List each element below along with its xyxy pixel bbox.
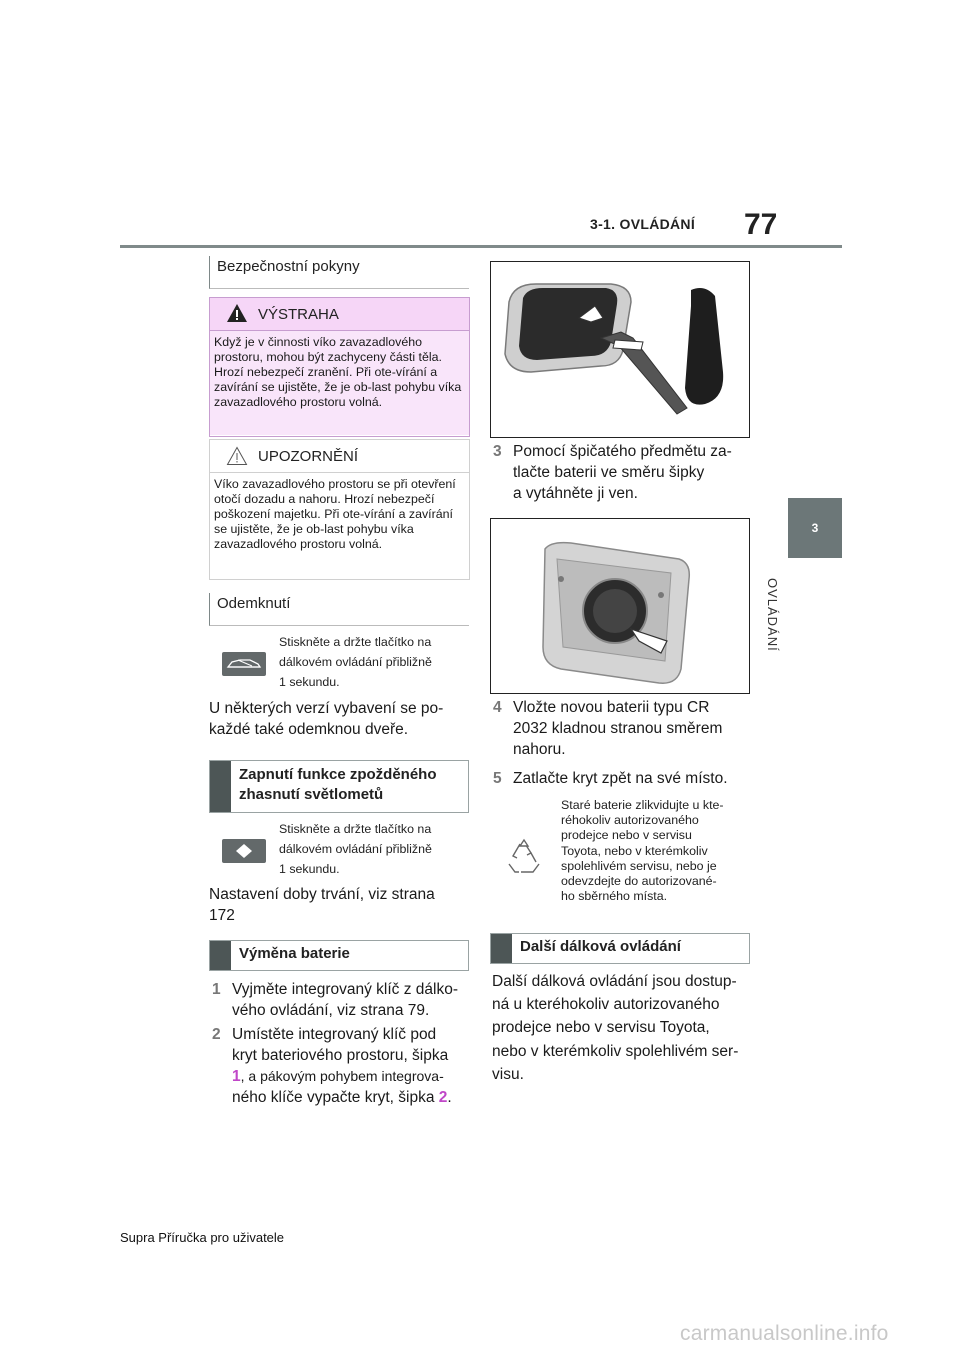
step-number: 4 — [493, 699, 502, 716]
step-3 — [493, 441, 755, 504]
recycle-note-line: odevzdejte do autorizované- — [561, 874, 717, 889]
arrow-ref-2: 2 — [438, 1089, 448, 1106]
battery-heading-text: Výměna baterie — [239, 945, 350, 962]
step-line-part: , a pákovým pohybem integrova- — [240, 1068, 444, 1084]
battery-heading — [209, 940, 469, 971]
unlock-instruction-line: dálkovém ovládání přibližně — [279, 655, 432, 669]
chapter-label-text: OVLÁDÁNÍ — [765, 578, 780, 652]
notice-triangle-icon — [226, 446, 248, 466]
lights-heading-text — [231, 761, 445, 812]
section-title: 3-1. OVLÁDÁNÍ — [590, 216, 696, 232]
recycle-note-line: spolehlivém servisu, nebo je — [561, 858, 717, 873]
step-line: Zatlačte kryt zpět na své místo. — [513, 770, 728, 787]
recycle-note-line: prodejce nebo v servisu — [561, 828, 692, 843]
arrow-ref-1: 1 — [232, 1068, 241, 1085]
step-line — [232, 1066, 452, 1087]
remote-heading — [490, 933, 750, 964]
lights-note-line: Nastavení doby trvání, viz strana — [209, 886, 435, 903]
footer-title: Supra Příručka pro uživatele — [120, 1230, 285, 1245]
step-1 — [212, 979, 474, 1021]
notice-title: UPOZORNĚNÍ — [258, 448, 359, 465]
page-number: 77 — [744, 208, 778, 241]
step-2 — [212, 1024, 474, 1108]
unlock-instruction-line: Stiskněte a držte tlačítko na — [279, 635, 432, 649]
remote-text-line: Další dálková ovládání jsou dostup- — [492, 973, 737, 990]
heading-bar — [210, 941, 231, 970]
step-line: Vložte novou baterii typu CR — [513, 699, 710, 716]
warning-triangle-icon — [226, 303, 248, 323]
lights-note — [209, 884, 435, 926]
remote-text-line: visu. — [492, 1065, 524, 1083]
recycle-icon — [505, 838, 543, 876]
lights-instruction-line: Stiskněte a držte tlačítko na — [279, 822, 432, 836]
safety-heading — [209, 256, 469, 289]
recycle-note — [561, 798, 724, 904]
step-text — [513, 441, 732, 504]
recycle-note-line: ho sběrného místa. — [561, 889, 668, 904]
heading-bar — [210, 761, 231, 812]
warning-body: Když je v činnosti víko zavazadlového prostoru, mohou být zachyceny části těla. Hrozí nebezpečí zranění. Při ote-vírání a zavírání se ujistěte, že je ob-last pohybu víka zavazadlového prostoru volná. — [210, 331, 469, 435]
unlock-note-line: každé také odemknou dveře. — [209, 721, 409, 738]
unlock-instruction-line: 1 sekundu. — [279, 675, 340, 689]
warning-title: VÝSTRAHA — [258, 306, 339, 323]
remote-text-line: prodejce nebo v servisu Toyota, — [492, 1019, 710, 1037]
lights-heading-line: Zapnutí funkce zpožděného — [239, 766, 437, 783]
lights-note-line: 172 — [209, 907, 235, 924]
recycle-note-line: réhokoliv autorizovaného — [561, 813, 699, 828]
step-line: tlačte baterii ve směru šipky — [513, 464, 705, 481]
chapter-tab — [788, 498, 842, 558]
step-text — [513, 697, 722, 760]
lights-instruction-line: 1 sekundu. — [279, 862, 340, 876]
notice-title-bar — [210, 440, 469, 473]
step-line: nahoru. — [513, 741, 566, 758]
step-5 — [493, 768, 755, 789]
step-4 — [493, 697, 755, 760]
unlock-instruction — [279, 632, 432, 692]
step-number: 5 — [493, 770, 502, 787]
chapter-number: 3 — [811, 521, 819, 535]
lights-heading — [209, 760, 469, 813]
step-text — [232, 1024, 452, 1108]
step-number: 3 — [493, 443, 502, 460]
step-line: 2032 kladnou stranou směrem — [513, 720, 723, 737]
recycle-note-line: Toyota, nebo v kterémkoliv — [561, 843, 708, 858]
lights-heading-line: zhasnutí světlometů — [239, 786, 384, 803]
step-line: vého ovládání, viz strana 79. — [232, 1002, 430, 1019]
unlock-heading-text: Odemknutí — [217, 595, 291, 612]
watermark: carmanualsonline.info — [680, 1322, 889, 1345]
key-illustration-1 — [490, 261, 750, 438]
step-line: Pomocí špičatého předmětu za- — [513, 443, 732, 460]
step-line-part: ného klíče vypačte kryt, šipka — [232, 1089, 439, 1106]
remote-text — [492, 970, 738, 1086]
car-unlock-icon — [222, 652, 266, 676]
step-number: 2 — [212, 1026, 221, 1043]
heading-bar — [491, 934, 512, 963]
header-divider — [120, 245, 842, 248]
lights-instruction — [279, 819, 432, 879]
step-line — [232, 1087, 452, 1108]
key-illustration-2 — [490, 518, 750, 694]
step-text — [232, 979, 458, 1021]
remote-text-line: ná u kteréhokoliv autorizovaného — [492, 996, 720, 1014]
step-number: 1 — [212, 981, 221, 998]
step-text — [513, 768, 728, 789]
notice-box — [209, 439, 470, 580]
unlock-note — [209, 698, 443, 740]
warning-box — [209, 297, 470, 437]
safety-heading-text: Bezpečnostní pokyny — [217, 258, 360, 275]
step-line: Umístěte integrovaný klíč pod — [232, 1026, 437, 1043]
lights-instruction-line: dálkovém ovládání přibližně — [279, 842, 432, 856]
unlock-note-line: U některých verzí vybavení se po- — [209, 700, 444, 717]
unlock-heading — [209, 593, 469, 626]
remote-heading-text: Další dálková ovládání — [520, 938, 681, 955]
notice-body: Víko zavazadlového prostoru se při otevření otočí dozadu a nahoru. Hrozí nebezpečí poškození majetku. Při ote-vírání a zavírání se ujistěte, že je ob-last pohybu víka zavazadlového prostoru volná. — [210, 473, 469, 558]
step-line-part: . — [447, 1089, 452, 1106]
warning-title-bar — [210, 298, 469, 331]
recycle-note-line: Staré baterie zlikvidujte u kte- — [561, 798, 724, 812]
step-line: a vytáhněte ji ven. — [513, 485, 638, 502]
remote-text-line: nebo v kterémkoliv spolehlivém ser- — [492, 1042, 739, 1060]
step-line: kryt bateriového prostoru, šipka — [232, 1047, 449, 1064]
light-diamond-icon — [222, 839, 266, 863]
step-line: Vyjměte integrovaný klíč z dálko- — [232, 981, 458, 998]
